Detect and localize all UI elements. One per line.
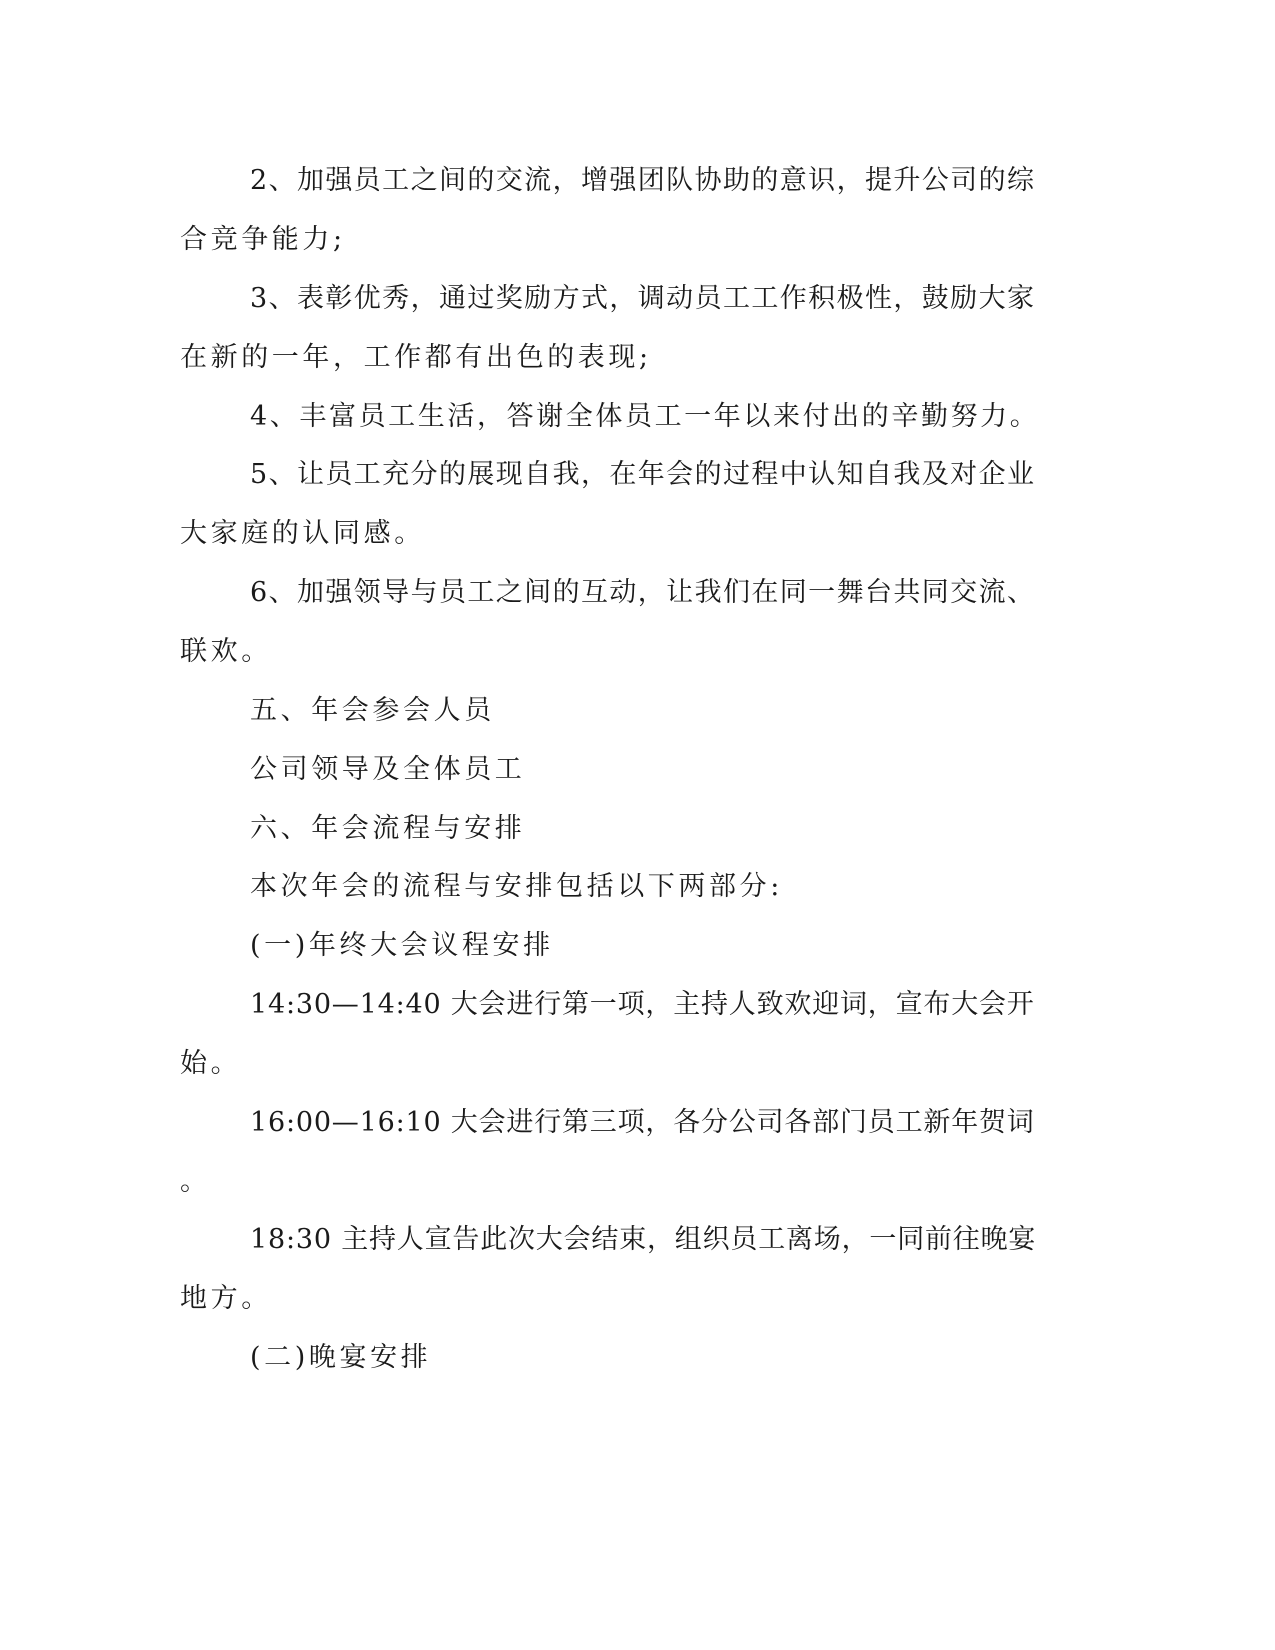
paragraph-line: 大家庭的认同感。 [180, 518, 425, 549]
paragraph-line: 5、让员工充分的展现自我，在年会的过程中认知自我及对企业 [250, 459, 1036, 490]
paragraph-line: 。 [180, 1166, 211, 1197]
paragraph-line: 14:30—14:40 大会进行第一项，主持人致欢迎词，宣布大会开 [250, 989, 1035, 1020]
paragraph-line: 6、加强领导与员工之间的互动，让我们在同一舞台共同交流、 [250, 577, 1036, 608]
paragraph-line: 在新的一年，工作都有出色的表现; [180, 342, 652, 373]
paragraph-line: 4、丰富员工生活，答谢全体员工一年以来付出的辛勤努力。 [250, 401, 1040, 432]
section-heading: 六、年会流程与安排 [250, 813, 526, 844]
paragraph-line: 3、表彰优秀，通过奖励方式，调动员工工作积极性，鼓励大家 [250, 283, 1036, 314]
paragraph-line: 地方。 [180, 1283, 272, 1314]
paragraph-line: 联欢。 [180, 636, 272, 667]
paragraph-line: 本次年会的流程与安排包括以下两部分: [250, 871, 783, 902]
subsection-heading: (一)年终大会议程安排 [250, 930, 554, 961]
paragraph-line: 始。 [180, 1048, 242, 1079]
paragraph-line: 公司领导及全体员工 [250, 754, 526, 785]
section-heading: 五、年会参会人员 [250, 695, 495, 726]
paragraph-line: 18:30 主持人宣告此次大会结束，组织员工离场，一同前往晚宴 [250, 1224, 1037, 1255]
subsection-heading: (二)晚宴安排 [250, 1342, 432, 1373]
paragraph-line: 2、加强员工之间的交流，增强团队协助的意识，提升公司的综 [250, 165, 1036, 196]
paragraph-line: 合竞争能力; [180, 224, 346, 255]
paragraph-line: 16:00—16:10 大会进行第三项，各分公司各部门员工新年贺词 [250, 1107, 1035, 1138]
